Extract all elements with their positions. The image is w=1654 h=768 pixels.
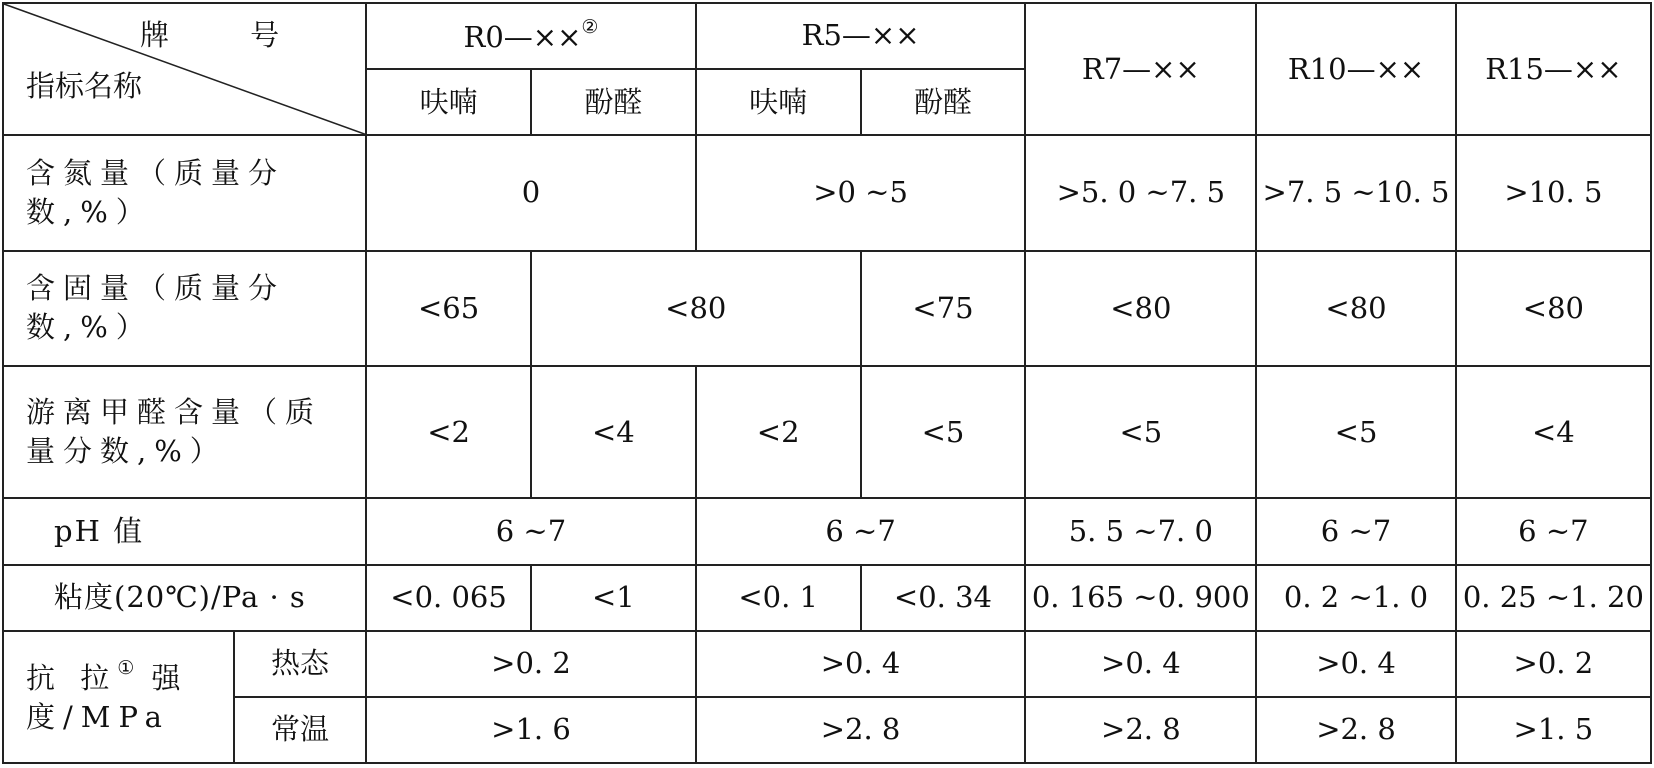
table-cell: >2. 8 — [1256, 697, 1455, 763]
row-tensile-hot — [3, 631, 1651, 697]
row-label: 粘度(20℃)/Pa · s — [3, 565, 366, 631]
grade-header-r15: R15—×× — [1456, 3, 1651, 135]
table-cell: >0. 2 — [1456, 631, 1651, 697]
corner-label-grade: 牌 号 — [139, 18, 316, 52]
subtype-furan-r0: 呋喃 — [366, 69, 531, 135]
table-cell: 0. 165 ~0. 900 — [1025, 565, 1256, 631]
table-cell: >0. 4 — [696, 631, 1026, 697]
table-cell: <80 — [1256, 251, 1455, 366]
table-cell: <0. 34 — [861, 565, 1026, 631]
row-label: 含氮量（质量分数,%） — [3, 135, 366, 250]
table-cell: <1 — [531, 565, 696, 631]
row-nitrogen-content — [3, 135, 1651, 250]
table-cell: >0 ~5 — [696, 135, 1026, 250]
grade-header-r10: R10—×× — [1256, 3, 1455, 135]
table-cell: <0. 1 — [696, 565, 861, 631]
table-cell: 5. 5 ~7. 0 — [1025, 498, 1256, 564]
table-cell: <80 — [1456, 251, 1651, 366]
table-cell: >0. 4 — [1025, 631, 1256, 697]
table-cell: 0. 25 ~1. 20 — [1456, 565, 1651, 631]
sub-label-hot: 热态 — [234, 631, 366, 697]
row-label-tensile-strength: 抗 拉① 强 度/MPa — [3, 631, 234, 763]
table-cell: 0. 2 ~1. 0 — [1256, 565, 1455, 631]
corner-header-cell — [3, 3, 366, 135]
table-cell: 0 — [366, 135, 696, 250]
table-cell: 6 ~7 — [1456, 498, 1651, 564]
row-label: 游离甲醛含量（质量分数,%） — [3, 366, 366, 498]
table-cell: <5 — [1256, 366, 1455, 498]
table-cell: <80 — [531, 251, 861, 366]
subtype-phenolic-r0: 酚醛 — [531, 69, 696, 135]
row-label: pH 值 — [3, 498, 366, 564]
row-tensile-normal — [3, 697, 1651, 763]
table-cell: >2. 8 — [696, 697, 1026, 763]
header-row-grades — [3, 3, 1651, 69]
table-cell: <2 — [696, 366, 861, 498]
table-cell: <2 — [366, 366, 531, 498]
grade-header-r5: R5—×× — [696, 3, 1026, 69]
table-cell: >0. 4 — [1256, 631, 1455, 697]
row-label: 含固量（质量分数,%） — [3, 251, 366, 366]
note-mark-1: ① — [117, 657, 135, 680]
table-cell: 6 ~7 — [696, 498, 1026, 564]
table-cell: <5 — [1025, 366, 1256, 498]
table-cell: >2. 8 — [1025, 697, 1256, 763]
table-cell: >10. 5 — [1456, 135, 1651, 250]
table-cell: <4 — [531, 366, 696, 498]
table-cell: >7. 5 ~10. 5 — [1256, 135, 1455, 250]
note-mark-2: ② — [581, 15, 599, 38]
subtype-phenolic-r5: 酚醛 — [861, 69, 1026, 135]
table-cell: <0. 065 — [366, 565, 531, 631]
table-cell: <80 — [1025, 251, 1256, 366]
table-cell: >1. 6 — [366, 697, 696, 763]
table-cell: >1. 5 — [1456, 697, 1651, 763]
resin-spec-table — [2, 2, 1652, 764]
subtype-furan-r5: 呋喃 — [696, 69, 861, 135]
row-viscosity — [3, 565, 1651, 631]
sub-label-room-temp: 常温 — [234, 697, 366, 763]
table-cell: <75 — [861, 251, 1026, 366]
table-cell: 6 ~7 — [366, 498, 696, 564]
corner-label-index: 指标名称 — [26, 69, 143, 104]
table-cell: <5 — [861, 366, 1026, 498]
table-cell: >0. 2 — [366, 631, 696, 697]
row-free-formaldehyde — [3, 366, 1651, 498]
row-solid-content — [3, 251, 1651, 366]
table-cell: <65 — [366, 251, 531, 366]
row-ph-value — [3, 498, 1651, 564]
grade-header-r0: R0—××② — [366, 3, 696, 69]
grade-header-r7: R7—×× — [1025, 3, 1256, 135]
table-cell: <4 — [1456, 366, 1651, 498]
table-cell: 6 ~7 — [1256, 498, 1455, 564]
table-cell: >5. 0 ~7. 5 — [1025, 135, 1256, 250]
